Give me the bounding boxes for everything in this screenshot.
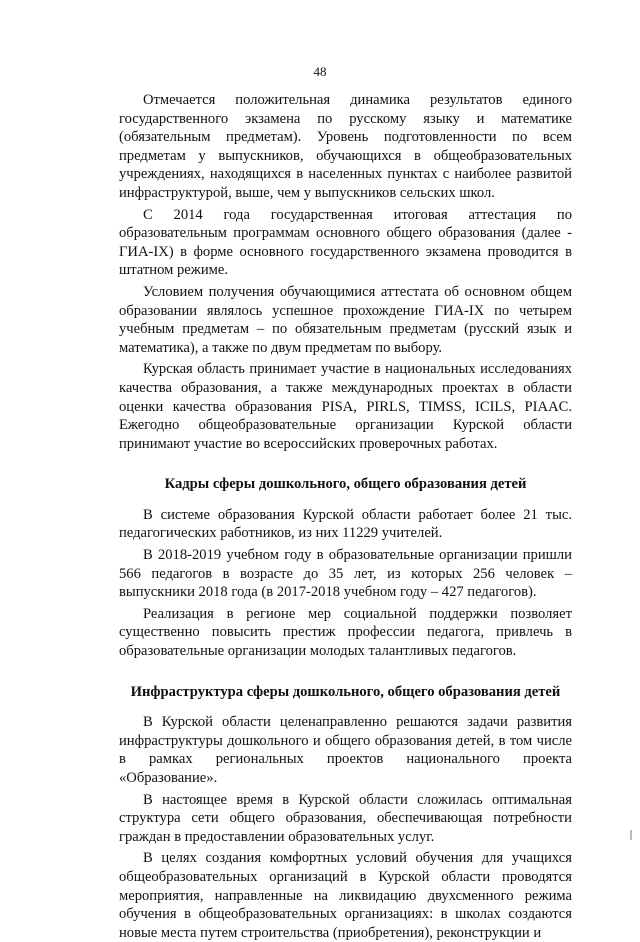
scan-edge-mark [630, 830, 632, 840]
paragraph: Условием получения обучающимися аттестата об основном общем образовании являлось успешное прохождение ГИА-IX по четырем учебным предметам – по обязательным предметам (русский язык и математика), а также по двум предметам по выбору. [119, 283, 572, 356]
paragraph: Отмечается положительная динамика результатов единого государственного экзамена по русскому языку и математике (обязательным предметам). Уровень подготовленности по всем предметам у выпускников, обучающихся в общеобразовательных учреждениях, находящихся в населенных пунктах с наиболее развитой инфраструктурой, выше, чем у выпускников сельских школ. [119, 92, 572, 201]
paragraph: В целях создания комфортных условий обучения для учащихся общеобразовательных организаций в Курской области проводятся мероприятия, направленные на ликвидацию двухсменного режима обучения в общеобразовательных организациях: в школах создаются новые места путем строительства (приобретения), реконструкции и [119, 850, 572, 941]
document-body [119, 91, 572, 942]
section-heading-infrastructure: Инфраструктура сферы дошкольного, общего образования детей [130, 683, 561, 700]
section-heading-staff: Кадры сферы дошкольного, общего образования детей [164, 476, 527, 493]
paragraph: С 2014 года государственная итоговая аттестация по образовательным программам основного общего образования (далее - ГИА-IX) в форме основного государственного экзамена проводится в штатном режиме. [119, 206, 572, 279]
paragraph: В системе образования Курской области работает более 21 тыс. педагогических работников, из них 11229 учителей. [119, 506, 572, 542]
paragraph: В 2018-2019 учебном году в образовательные организации пришли 566 педагогов в возрасте до 35 лет, из которых 256 человек – выпускники 2018 года (в 2017-2018 учебном году – 427 педагогов). [119, 547, 572, 601]
paragraph: В Курской области целенаправленно решаются задачи развития инфраструктуры дошкольного и общего образования детей, в том числе в рамках региональных проектов национального проекта «Образование». [119, 714, 572, 786]
paragraph: Реализация в регионе мер социальной поддержки позволяет существенно повысить престиж профессии педагога, привлечь в образовательные организации молодых талантливых педагогов. [119, 605, 572, 660]
paragraph: Курская область принимает участие в национальных исследованиях качества образования, а также международных проектах в области оценки качества образования PISA, PIRLS, TIMSS, ICILS, PIAAC. Ежегодно общеобразовательные организации Курской области принимают участие во всероссийских проверочных работах. [119, 361, 572, 452]
paragraph: В настоящее время в Курской области сложилась оптимальная структура сети общего образования, обеспечивающая потребности граждан в предоставлении образовательных услуг. [119, 791, 572, 845]
page-number: 48 [313, 64, 327, 79]
